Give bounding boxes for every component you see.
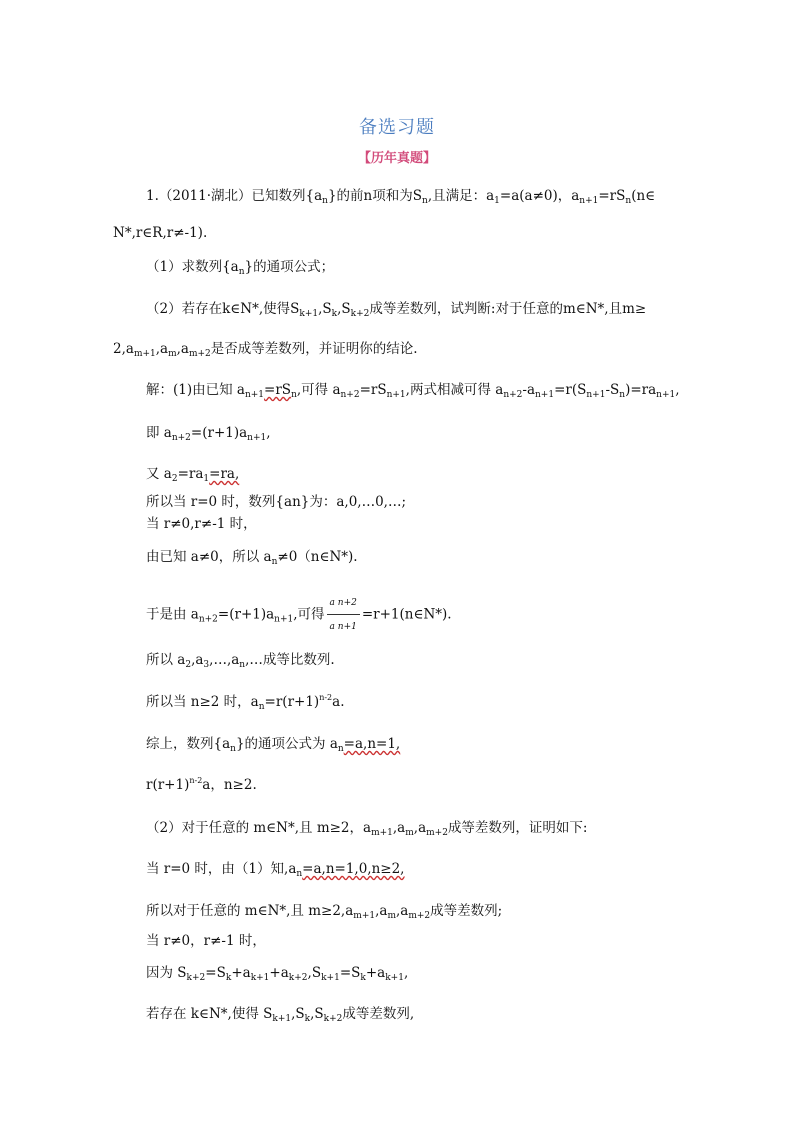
solution-line-8: 所以 $a_2,a_3,\dots,a_n,\dots$成等比数列.	[146, 652, 335, 670]
solution-line-1: 解：(1)由已知 $a_{n+1}=rS_n$,可得 $a_{n+2}=rS_{n+1}$,两式相减可得 $a_{n+2}-a_{n+1}=r(S_{n+1}-S_n)=ra_{n+1}$,	[146, 382, 680, 400]
solution-line-16: 因为 $S_{k+2}=S_k+a_{k+1}+a_{k+2},S_{k+1}=S_k+a_{k+1}$,	[146, 965, 409, 983]
question-2-cont: $2,a_{m+1},a_m,a_{m+2}$是否成等差数列，并证明你的结论.	[113, 341, 418, 359]
solution-line-4: 所以当 r=0 时，数列{an}为：a,0,…0,…;	[146, 494, 407, 510]
solution-line-13: 当 r=0 时，由（1）知$,a_n=a,n=1,0,n\ge 2$,	[146, 861, 405, 879]
solution-line-2: 即 $a_{n+2}=(r+1)a_{n+1}$,	[146, 425, 271, 443]
section-tag: 【历年真题】	[357, 151, 436, 166]
page-title: 备选习题	[359, 117, 435, 138]
solution-line-12: （2）对于任意的 m∈N*,且 m≥2，$a_{m+1},a_m,a_{m+2}$成等差数列，证明如下:	[146, 820, 588, 838]
solution-line-6: 由已知 a≠0，所以 $a_n\ne 0(n\in N*)$.	[146, 549, 358, 567]
fraction: $\frac{\text{a n+2}}{\text{a n+1}}$	[327, 594, 360, 636]
solution-line-14: 所以对于任意的 m∈N*,且 $m\ge 2,a_{m+1},a_m,a_{m+2}$成等差数列;	[146, 903, 503, 921]
problem-line-2: N*,r∈R,r≠-1).	[113, 225, 208, 241]
question-2: （2）若存在k∈N*,使得$S_{k+1},S_k,S_{k+2}$成等差数列，试判断:对于任意的m∈N*,且m≥	[146, 301, 647, 319]
solution-line-15: 当 r≠0，r≠-1 时，	[146, 933, 266, 949]
solution-line-7: 于是由 $a_{n+2}=(r+1)a_{n+1}$,可得 $\frac{\text{a n+2}}{\text{a n+1}}$ =r+1(n∈N*).	[146, 594, 452, 636]
solution-line-17: 若存在 k∈N*,使得 $S_{k+1},S_k,S_{k+2}$成等差数列,	[146, 1006, 415, 1024]
question-1: （1）求数列$\{a_n\}$的通项公式；	[146, 259, 335, 277]
solution-line-10: 综上，数列$\{a_n\}$的通项公式为 $a_n=a,n=1$,	[146, 736, 401, 754]
solution-line-9: 所以当 n≥2 时，$a_n=r(r+1)^{n-2}a$.	[146, 693, 345, 712]
solution-line-5: 当 r≠0,r≠-1 时，	[146, 516, 257, 532]
problem-line-1: 1.（2011·湖北）已知数列$\{a_n\}$的前n项和为$S_n$,且满足：$a_1=a(a\ne 0)$，$a_{n+1}=rS_n(n\in$	[146, 188, 656, 206]
solution-line-3: 又 $a_2=ra_1=ra$,	[146, 466, 240, 484]
solution-line-11: $r(r+1)^{n-2}a$，n≥2.	[146, 776, 257, 793]
